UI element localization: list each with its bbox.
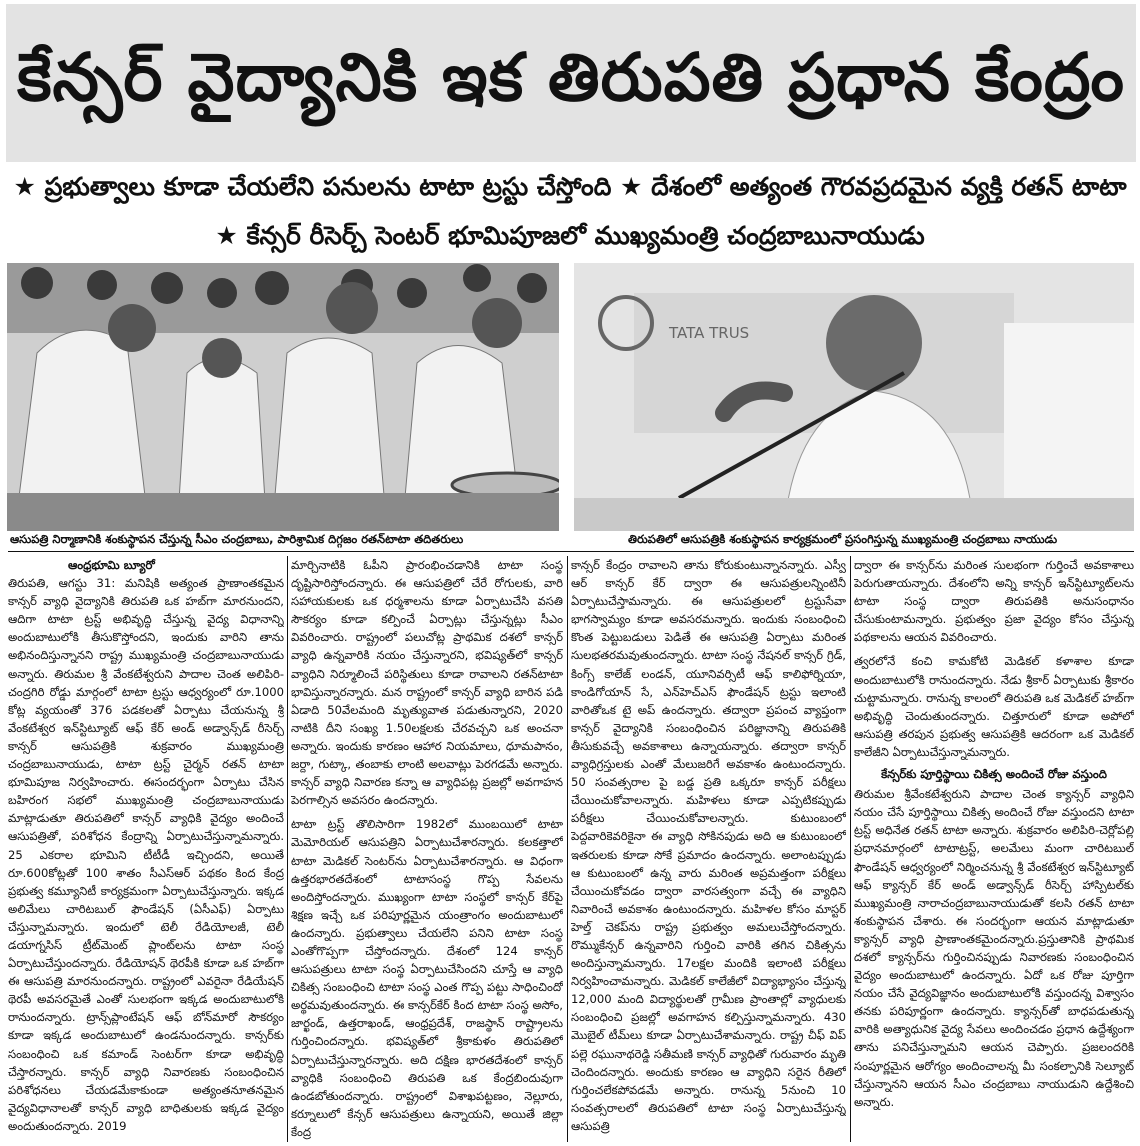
article-text: టాటా ట్రస్ట్ తొలిసారిగా 1982లో ముంబయిలో టాటా మెమోరియల్ ఆసుపత్రిని ఏర్పాటుచేశారన్నారు. కలకత్తాలో టాటా మెడికల్ సెంటర్‌ను ఏర్పాటుచేశారన్నారు. ఆ విధంగా ఉత్తరభారతదేశంలో టాటాసంస్థ గొప్ప సేవలను అందిస్తోందన్నారు. ముఖ్యంగా టాటా సంస్థలో కాన్సర్ కేర్‌పై శిక్షణ ఇచ్చే ఒక పరిపూర్ణమైన యంత్రాంగం అందుబాటులో ఉందన్నారు. ప్రభుత్వాలు చేయలేని పనిని టాటా సంస్థ ఎంతోగొప్పగా చేస్తోందన్నారు. దేశంలో 124 కాన్సర్ ఆసుపత్రులు టాటా సంస్థ ఏర్పాటుచేసిందని చూస్తే ఆ వ్యాధి చికిత్స సంబంధించి టాటా సంస్థ ఎంత గొప్ప పట్టు సాధించిందో అర్థమవుతుందన్నారు. ఈ కాన్సర్‌కేర్ కింద టాటా సంస్థ అసోం, జార్ఖండ్, ఉత్తరాఖండ్, ఆంధ్రప్రదేశ్, రాజస్థాన్ రాష్ట్రాలను గుర్తించిందన్నారు. భవిష్యత్‌లో శ్రీకాకుళం తిరుపతిలో ఏర్పాటుచేస్తున్నారన్నారు. అది దక్షిణ భారతదేశంలో కాన్సర్ వ్యాధికి సంబంధించి తిరుపతి ఒక కేంద్రబిందువుగా ఉండబోతుందన్నారు. రాష్ట్రంలో విశాఖపట్టణం, నెల్లూరు, కర్నూలులో కేన్సర్ ఆసుపత్రులు ఉన్నాయని, అయితే జిల్లా కేంద్ర	[291, 817, 563, 1139]
article-subhead: కేన్సర్‌కు పూర్తిస్థాయి చికిత్స అందించే రోజు వస్తుంది	[881, 767, 1107, 782]
article-text: తిరుపతి, ఆగస్టు 31: మనిషికి అత్యంత ప్రాణాంతకమైన కాన్సర్ వ్యాధి వైద్యానికి తిరుపతి ఒక హబ్‌గా మారనుందని, ఆదిగా టాటా ట్రస్ట్ అభివృద్ధి చేస్తున్న వైద్య విధానాన్ని అందుబాటులోకి తీసుకొస్తోందని, ఇందుకు వారిని తాను అభినందిస్తున్నానని రాష్ట్ర ముఖ్యమంత్రి చంద్రబాబునాయుడు అన్నారు. తిరుమల శ్రీ వేంకటేశ్వరుని పాదాల చెంత అలిపిరి-చంద్రగిరి రోడ్డు మార్గంలో టాటా ట్రస్టు ఆధ్వర్యంలో రూ.1000 కోట్ల వ్యయంతో 376 పడకలతో ఏర్పాటు చేయనున్న శ్రీ వేంకటేశ్వర ఇన్‌స్టిట్యూట్ ఆఫ్ కేర్ అండ్ అడ్వాన్స్‌డ్ రీసెర్చ్ కాన్సర్ ఆసుపత్రికి శుక్రవారం ముఖ్యమంత్రి చంద్రబాబునాయుడు, టాటా ట్రస్ట్ చైర్మన్ రతన్ టాటా భూమిపూజ నిర్వహించారు. ఈసందర్భంగా ఏర్పాటు చేసిన బహిరంగ సభలో ముఖ్యమంత్రి చంద్రబాబునాయుడు మాట్లాడుతూ తిరుపతిలో కాన్సర్ వ్యాధికి వైద్యం అందించే ఆసుపత్రితో, పరిశోధన కేంద్రాన్ని ఏర్పాటుచేస్తున్నామన్నారు. 25 ఎకరాల భూమిని టీటీడీ ఇచ్చిందని, అయితే రూ.600కోట్లతో 100 శాతం సీఎస్‌ఆర్ పథకం కింద కేంద్ర ప్రభుత్వ కమ్యూనిటీ కార్యక్రమంగా ఏర్పాటుచేస్తున్నారు. ఇక్కడ అలిమేలు చారిటబుల్ ఫౌండేషన్ (ఏసీఎఫ్) ఏర్పాటు చేస్తున్నామన్నారు. ఇందులో టెలీ రేడియోలజీ, టెలీ డయాగ్నసిస్ ట్రీట్‌మెంట్ ప్లాంట్‌లను టాటా సంస్థ ఏర్పాటుచేస్తుందన్నారు. రేడియోషన్ థెరపీకి కూడా ఒక హబ్‌గా ఈ ఆసుపత్రి మారనుందన్నారు. రాష్ట్రంలో ఎవరైనా రేడియేషన్ థెరపీ అవసరమైతే ఎంతో సులభంగా ఇక్కడ అందుబాటులోకి రానుందన్నారు. ట్రాన్స్‌ప్లాంటేషన్ ఆఫ్ బోన్‌మారో సౌకర్యం కూడా ఇక్కడ అందుబాటులో ఉండనుందన్నారు. కాన్సర్‌కు సంబంధించి ఒక కమాండ్ సెంటర్‌గా కూడా అభివృద్ధి చేస్తారన్నారు. కాన్సర్ వ్యాధి నివారణకు సంబంధించిన పరిశోధనలు చేయడమేకాకుండా అత్యంతనూతనమైన వైద్యవిధానాలతో కాన్సర్ వ్యాధి బాధితులకు ఇక్కడ వైద్యం అందుతుందన్నారు. 2019	[8, 576, 284, 1133]
subheadline-2: ★ కేన్సర్ రీసెర్చ్ సెంటర్ భూమిపూజలో ముఖ్యమంత్రి చంద్రబాబునాయుడు	[215, 221, 925, 250]
column-rule-3	[850, 556, 851, 1142]
photo-caption-1: ఆసుపత్రి నిర్మాణానికి శంకుస్థాపన చేస్తున్న సీఎం చంద్రబాబు, పారిశ్రామిక దిగ్గజం రతన్‌టాటా తదితరులు	[10, 532, 464, 546]
article-text: త్వరలోనే కంచి కామకోటి మెడికల్ కళాశాల కూడా అందుబాటులోకి రానుందన్నారు. నేడు శ్రీకార్ ఏర్పాటుకు శ్రీకారం చుట్టామన్నారు. రానున్న కాలంలో తిరుపతి ఒక మెడికల్ హబ్‌గా అభివృద్ధి చెందుతుందన్నారు. చిత్తూరులో కూడా అపోలో ఆసుపత్రి తరపున ప్రభుత్వ ఆసుపత్రికి ఆదరంగా ఒక మెడికల్ కాలేజీని ఏర్పాటుచేస్తున్నామన్నారు.	[854, 654, 1134, 759]
speech-photo	[574, 263, 1134, 531]
subheadline-1: ★ ప్రభుత్వాలు కూడా చేయలేని పనులను టాటా ట్రస్టు చేస్తోంది ★ దేశంలో అత్యంత గౌరవప్రదమైన వ్యక్తి రతన్ టాటా	[13, 172, 1127, 201]
headline: కేన్సర్ వైద్యానికి ఇక తిరుపతి ప్రధాన కేంద్రం	[17, 39, 1125, 116]
column-rule-2	[567, 556, 568, 1142]
article-text: కాన్సర్ కేంద్రం రావాలని తాను కోరుకుంటున్నానన్నారు. ఎస్వీ ఆర్ కాన్సర్ కేర్ ద్వారా ఈ ఆసుపత్రులన్నింటినీ ఏర్పాటుచేస్తామన్నారు. ఈ ఆసుపత్రులలో ట్రస్టుసేవా భాగస్వామ్యం కూడా అవసరమన్నారు. ఇందుకు సంబంధించి కొంత పెట్టుబడులు పెడితే ఈ ఆసుపత్రి ఏర్పాటు మరింత సులభతరమవుతుందన్నారు. టాటా సంస్థ నేషనల్ కాన్సర్ గ్రిడ్, కింగ్స్ కాలేజ్ లండన్, యూనివర్సిటీ ఆఫ్ కాలిఫోర్నియా, కాండిగోయాన్ సే, ఎన్‌హెచ్‌ఎస్ ఫౌండేషన్ ట్రస్టు ఇలాంటి వారితోఒక టై అప్ ఉందన్నారు. తద్వారా ప్రపంచ వ్యాప్తంగా కాన్సర్ వైద్యానికి సంబంధించిన పరిజ్ఞానాన్ని తిరుపతికి తీసుకువచ్చే అవకాశాలు ఉన్నాయన్నారు. తద్వారా కాన్సర్ వ్యాధిగ్రస్తులకు ఎంతో మేలుజరిగే అవకాశం ఉంటుందన్నారు. 50 సంవత్సరాల పై బడ్డ ప్రతి ఒక్కరూ కాన్సర్ పరీక్షలు చేయించుకోవాలన్నారు. మహిళలు కూడా ఎప్పటికప్పుడు పరీక్షలు చేయించుకోవాలన్నారు. కుటుంబంలో పెద్దవారికెవరికైనా ఈ వ్యాధి సోకినపుడు అది ఆ కుటుంబంలో ఇతరులకు కూడా సోకే ప్రమాదం ఉందన్నారు. అలాంటప్పుడు ఆ కుటుంబంలో ఉన్న వారు మరింత అప్రమత్తంగా పరీక్షలు చేయించుకోవడం ద్వారా వారసత్వంగా వచ్చే ఈ వ్యాధిని నివారించే అవకాశం ఉంటుందన్నారు. మహిళల కోసం మాస్టర్ హెల్త్ చెకప్‌ను రాష్ట్ర ప్రభుత్వం అమలుచేస్తోందన్నారు. రొమ్ముకేన్సర్ ఉన్నవారిని గుర్తించి వారికి తగిన చికిత్సను అందిస్తున్నామన్నారు. 17లక్షల మందికి ఇలాంటి పరీక్షలు నిర్వహించామన్నారు. మెడికల్ కాలేజీలో విద్యాభ్యాసం చేస్తున్న 12,000 మంది విద్యార్థులతో గ్రామీణ ప్రాంతాల్లో వ్యాధులకు సంబంధించి ప్రజల్లో అవగాహన కల్పిస్తున్నామన్నారు. 430 మొబైల్ టీమ్‌లు కూడా ఏర్పాటుచేశామన్నారు. రాష్ట్ర చీఫ్ విప్ పల్లె రఘునాథరెడ్డి సతీమణి కాన్సర్ వ్యాధితో గురువారం మృతి చెందిందన్నారు. అందుకు కారణం ఆ వ్యాధిని సరైన రీతిలో గుర్తించలేకపోవడమే అన్నారు. రానున్న 5నుంచి 10 సంవత్సరాలలో తిరుపతిలో టాటా సంస్థ ఏర్పాటుచేస్తున్న ఆసుపత్రి	[571, 558, 846, 1133]
caption-rule	[8, 551, 1134, 552]
article-text: మార్చినాటికి ఓపీని ప్రారంభించడానికి టాటా సంస్థ దృష్టిసారిస్తోందన్నారు. ఈ ఆసుపత్రిలో చేరే రోగులకు, వారి సహాయకులకు ఒక ధర్మశాలను కూడా ఏర్పాటుచేసి వసతి సౌకర్యం కూడా కల్పించే ఏర్పాట్లు చేస్తున్నట్లు సీఎం వివరించారు. రాష్ట్రంలో పలుచోట్ల ప్రాథమిక దశలో కాన్సర్ వ్యాధి ఉన్నవారికి నయం చేస్తున్నారని, భవిష్యత్‌లో కాన్సర్ వ్యాధిని నిర్మూలించే పరిస్థితులు కూడా రావాలని రతన్‌టాటా భావిస్తున్నారన్నారు. మన రాష్ట్రంలో కాన్సర్ వ్యాధి బారిన పడి ఏడాది 50వేలమంది మృత్యువాత పడుతున్నారని, 2020 నాటికి దీని సంఖ్య 1.50లక్షలకు చేరవచ్చని ఒక అంచనా అన్నారు. ఇందుకు కారణం ఆహార నియమాలు, ధూమపానం, జర్దా, గుట్కా, తంబాకు లాంటి అలవాట్లు పెరగడమే అన్నారు. కాన్సర్ వ్యాధి నివారణ కన్నా ఆ వ్యాధిపట్ల ప్రజల్లో అవగాహన పెరగాల్సిన అవసరం ఉందన్నారు.	[291, 558, 563, 808]
photo-caption-2: తిరుపతిలో ఆసుపత్రికి శంకుస్థాపన కార్యక్రమంలో ప్రసంగిస్తున్న ముఖ్యమంత్రి చంద్రబాబు నాయుడు	[628, 532, 1058, 546]
article-column-3	[571, 556, 846, 1144]
groundbreaking-photo	[7, 263, 559, 531]
column-rule-1	[287, 556, 288, 1142]
tata-trust-banner: TATA TRUS	[669, 324, 750, 342]
article-text: ద్వారా ఈ కాన్సర్‌ను మరింత సులభంగా గుర్తించే అవకాశాలు పెరుగుతాయన్నారు. దేశంలోని అన్ని కాన్సర్ ఇన్‌స్టిట్యూట్‌లను టాటా సంస్థ ద్వారా తిరుపతికి అనుసంధానం చేసుకుంటామన్నారు. ప్రభుత్వం ప్రజా వైద్యం కోసం చేస్తున్న పథకాలను ఆయన వివరించారు.	[854, 558, 1134, 645]
article-text: తిరుమల శ్రీవేంకటేశ్వరుని పాదాల చెంత క్యాన్సర్ వ్యాధిని నయం చేసే పూర్తిస్థాయి చికిత్స అందించే రోజు వస్తుందని టాటా ట్రస్ట్ అధినేత రతన్ టాటా అన్నారు. శుక్రవారం అలిపిరి-చెర్లోపల్లి ప్రధానమార్గంలో టాటాట్రస్ట్, అలమేలు మంగా చారిటబుల్ ఫౌండేషన్ ఆధ్వర్యంలో నిర్మించనున్న శ్రీ వేంకటేశ్వర ఇన్‌స్టిట్యూట్ ఆఫ్ క్యాన్సర్ కేర్ అండ్ అడ్వాన్స్‌డ్ రీసెర్చ్ హాస్పిటల్‌కు ముఖ్యమంత్రి నారాచంద్రబాబునాయుడుతో కలసి రతన్ టాటా శంకుస్థాపన చేశారు. ఈ సందర్భంగా ఆయన మాట్లాడుతూ క్యాన్సర్ వ్యాధి ప్రాణాంతకమైందన్నారు.ప్రస్తుతానికి ప్రాథమిక దశలో క్యాన్సర్‌ను గుర్తించినప్పుడు నివారణకు సంబంధించిన వైద్యం అందుబాటులో ఉందన్నారు. ఏదో ఒక రోజు పూర్తిగా నయం చేసే వైద్యవిజ్ఞానం అందుబాటులోకి వస్తుందన్న విశ్వాసం తనకు పరిపూర్ణంగా ఉందన్నారు. క్యాన్సర్‌తో బాధపడుతున్న వారికి అత్యాధునిక వైద్య సేవలు అందించడం ప్రధాన ఉద్దేశ్యంగా తాను పనిచేస్తున్నామని ఆయన చెప్పారు. ప్రజలందరికి సంపూర్ణమైన ఆరోగ్యం అందించాలన్న మీ సంకల్పానికి సెల్యూట్ చేస్తున్నానని ఆయన సీఎం చంద్రబాబు నాయుడుని ఉద్దేశించి అన్నారు.	[854, 787, 1134, 1109]
byline: ఆంధ్రభూమి బ్యూరో	[68, 558, 155, 572]
article-column-4	[854, 556, 1134, 1144]
article-column-1	[8, 556, 284, 1144]
article-column-2	[291, 556, 563, 1144]
